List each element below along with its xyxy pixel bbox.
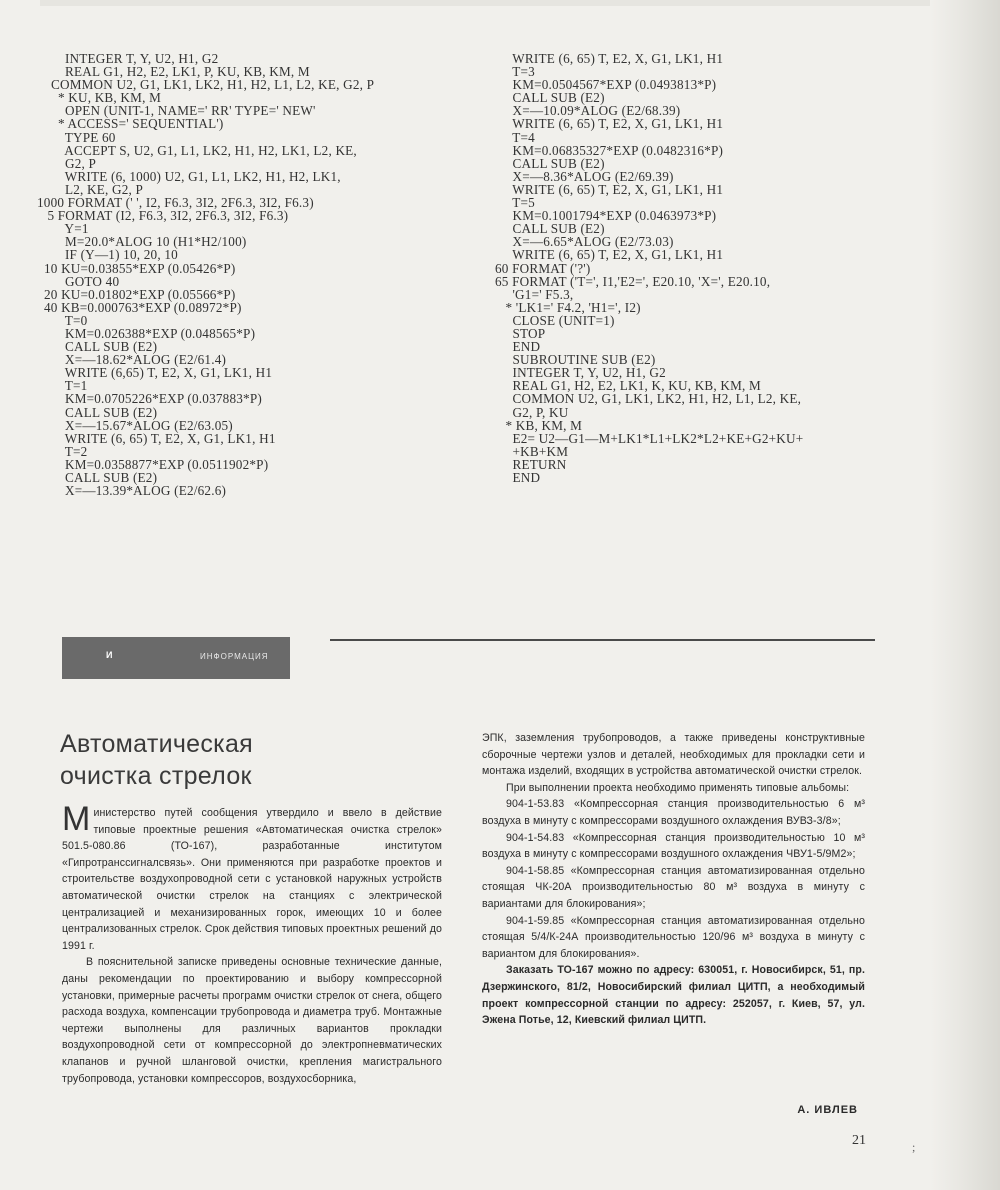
code-line: STOP — [512, 325, 546, 341]
code-line: X=—13.39*ALOG (E2/62.6) — [30, 483, 227, 499]
paragraph-text: инистерство путей сообщения утвердило и ввело в действие типовые проектные решения «Автоматическая очистка стрелок» 501.5-080.86 (ТО-167), разработанные институтом «Гипротранссигналсвязь». Они применяются при разработке проектов и строительстве воздухопроводной сети с установкой наружных устройств автоматической очистки стрелок на станциях с электрической централизацией и механизированных горок, имеющих 10 и более централизованных стрелок. Срок действия типовых проектных решений до 1991 г. — [62, 807, 442, 952]
code-line: 60 FORMAT ('?') — [494, 260, 591, 276]
code-line: REAL G1, H2, E2, LK1, P, KU, KB, KM, M — [64, 64, 310, 80]
album-item: 904-1-58.85 «Компрессорная станция автоматизированная отдельно стоящая ЧК-20А производительностью 80 м³ воздуха в минуту с вариантами для блокирования»; — [482, 864, 865, 910]
album-item: 904-1-53.83 «Компрессорная станция производительностью 6 м³ воздуха в минуту с компрессорами воздушного охлаждения ВУВЗ-3/8»; — [482, 798, 865, 827]
code-line: COMMON U2, G1, LK1, LK2, H1, H2, L1, L2, KE, — [512, 391, 802, 407]
code-line: X=—6.65*ALOG (E2/73.03) — [512, 234, 674, 250]
section-banner — [62, 637, 290, 679]
code-line: 1000 FORMAT (' ', I2, F6.3, 3I2, 2F6.3, 3I2, F6.3) — [36, 195, 314, 211]
code-line: X=—15.67*ALOG (E2/63.05) — [64, 417, 233, 433]
code-line: WRITE (6, 65) T, E2, X, G1, LK1, H1 — [512, 181, 724, 197]
article-title-line2: очистка стрелок — [60, 762, 252, 790]
article-paragraph: В пояснительной записке приведены основные технические данные, даны рекомендации по проектированию и выбору компрессорной установки, примерные расчеты программ очистки стрелок от снега, общего расхода воздуха, компенсации трубопровода и диаметра труб. Монтажные чертежи выполнены для различных вариантов прокладки воздухопроводной сети от компрессорной до электропневматических клапанов и ручной шланговой очистки, крепления магистрального трубопровода, установки компрессоров, воздухосборника, — [62, 956, 442, 1085]
code-line: GOTO 40 — [64, 273, 120, 289]
album-item: 904-1-54.83 «Компрессорная станция производительностью 10 м³ воздуха в минуту с компрессорами воздушного охлаждения ЧВУ1-5/9М2»; — [482, 831, 865, 861]
code-line: T=2 — [64, 443, 88, 459]
code-line: KM=0.0504567*EXP (0.0493813*P) — [512, 77, 717, 93]
code-line: T=3 — [512, 64, 535, 80]
code-line: X=—8.36*ALOG (E2/69.39) — [512, 168, 674, 184]
code-listing-left — [30, 52, 374, 497]
code-line: END — [512, 339, 541, 355]
code-line: CALL SUB (E2) — [512, 90, 605, 106]
code-line: WRITE (6, 65) T, E2, X, G1, LK1, H1 — [512, 247, 724, 263]
code-line: CALL SUB (E2) — [64, 339, 158, 355]
code-line: * KU, KB, KM, M — [57, 90, 161, 106]
code-line: ACCEPT S, U2, G1, L1, LK2, H1, H2, LK1, L2, KE, — [64, 142, 357, 158]
article-title — [60, 728, 253, 792]
code-line: WRITE (6, 1000) U2, G1, L1, LK2, H1, H2, LK1, — [64, 168, 341, 184]
code-line: T=4 — [512, 129, 535, 145]
code-line: KM=0.1001794*EXP (0.0463973*P) — [512, 208, 717, 224]
banner-label: ИНФОРМАЦИЯ — [200, 652, 269, 661]
article-column-left — [62, 800, 442, 1087]
code-line: INTEGER T, Y, U2, H1, G2 — [512, 365, 666, 381]
code-line: KM=0.0705226*EXP (0.037883*P) — [64, 391, 262, 407]
code-line: * ACCESS=' SEQUENTIAL') — [57, 116, 224, 132]
code-line: 'G1=' F5.3, — [512, 286, 574, 302]
edge-mark: ; — [912, 1140, 916, 1154]
code-line: WRITE (6, 65) T, E2, X, G1, LK1, H1 — [512, 51, 724, 66]
article-paragraph: При выполнении проекта необходимо применять типовые альбомы: — [506, 781, 850, 794]
page-top-edge — [40, 0, 940, 6]
code-line: Y=1 — [64, 221, 89, 237]
code-line: 65 FORMAT ('T=', I1,'E2=', E20.10, 'X=', E20.10, — [494, 273, 771, 289]
code-line: KM=0.026388*EXP (0.048565*P) — [64, 325, 256, 341]
code-line: G2, P, KU — [512, 404, 569, 420]
code-line: WRITE (6, 65) T, E2, X, G1, LK1, H1 — [512, 116, 724, 132]
code-line: INTEGER T, Y, U2, H1, G2 — [64, 51, 219, 66]
code-line: KM=0.06835327*EXP (0.0482316*P) — [512, 142, 724, 158]
album-item: 904-1-59.85 «Компрессорная станция автоматизированная отдельно стоящая 5/4/К-24А производительностью 120/96 м³ воздуха в минуту с вариантом для блокирования». — [482, 914, 865, 960]
code-line: 5 FORMAT (I2, F6.3, 3I2, 2F6.3, 3I2, F6.3) — [47, 208, 289, 224]
article-column-right — [482, 730, 865, 1029]
code-line: G2, P — [64, 155, 97, 171]
order-address-paragraph: Заказать ТО-167 можно по адресу: 630051, г. Новосибирск, 51, пр. Дзержинского, 81/2, Новосибирский филиал ЦИТП, а необходимый проект компрессорной станции по адресу: 252057, г. Киев, 57, ул. Эжена Потье, 12, Киевский филиал ЦИТП. — [482, 964, 865, 1027]
code-line: CALL SUB (E2) — [64, 470, 158, 485]
code-line: CALL SUB (E2) — [64, 404, 158, 420]
code-line: * 'LK1=' F4.2, 'H1=', I2) — [505, 299, 641, 315]
code-line: 10 KU=0.03855*EXP (0.05426*P) — [43, 260, 236, 276]
code-line: X=—10.09*ALOG (E2/68.39) — [512, 103, 681, 119]
article-paragraph: ЭПК, заземления трубопроводов, а также приведены конструктивные сборочные чертежи узлов и деталей, необходимых для прокладки сети и монтажа изделий, входящих в устройства автоматической очистки стрелок. — [482, 732, 865, 778]
code-line: REAL G1, H2, E2, LK1, K, KU, KB, KM, M — [512, 378, 761, 394]
code-line: COMMON U2, G1, LK1, LK2, H1, H2, L1, L2, KE, G2, P — [50, 77, 375, 93]
code-line: T=1 — [64, 378, 88, 394]
code-listing-right — [481, 52, 803, 484]
code-line: KM=0.0358877*EXP (0.0511902*P) — [64, 456, 269, 472]
section-divider — [330, 639, 875, 641]
code-line: CALL SUB (E2) — [512, 155, 605, 171]
code-line: WRITE (6,65) T, E2, X, G1, LK1, H1 — [64, 365, 273, 381]
article-author: А. ИВЛЕВ — [797, 1104, 858, 1116]
banner-letter: И — [106, 650, 113, 660]
code-line: SUBROUTINE SUB (E2) — [512, 352, 656, 368]
article-paragraph — [62, 800, 442, 954]
code-line: WRITE (6, 65) T, E2, X, G1, LK1, H1 — [64, 430, 276, 446]
code-line: E2= U2—G1—M+LK1*L1+LK2*L2+KE+G2+KU+ — [512, 430, 804, 446]
code-line: TYPE 60 — [64, 129, 116, 145]
code-line: END — [481, 470, 541, 485]
code-line: OPEN (UNIT-1, NAME=' RR' TYPE=' NEW' — [64, 103, 316, 119]
code-line: X=—18.62*ALOG (E2/61.4) — [64, 352, 227, 368]
code-line: T=0 — [64, 312, 88, 328]
code-line: T=5 — [512, 195, 535, 211]
code-line: 20 KU=0.01802*EXP (0.05566*P) — [43, 286, 236, 302]
page-number: 21 — [852, 1133, 866, 1148]
drop-cap: М — [62, 800, 91, 838]
code-line: * KB, KM, M — [505, 417, 583, 433]
code-line: 40 KB=0.000763*EXP (0.08972*P) — [43, 299, 242, 315]
code-line: +KB+KM — [512, 443, 569, 459]
code-line: IF (Y—1) 10, 20, 10 — [64, 247, 178, 263]
code-line: CALL SUB (E2) — [512, 221, 605, 237]
code-line: RETURN — [512, 456, 567, 472]
article-title-line1: Автоматическая — [60, 730, 253, 758]
code-line: CLOSE (UNIT=1) — [512, 312, 615, 328]
page-right-edge — [930, 0, 1000, 1190]
code-line: M=20.0*ALOG 10 (H1*H2/100) — [64, 234, 247, 250]
code-line: L2, KE, G2, P — [64, 181, 144, 197]
